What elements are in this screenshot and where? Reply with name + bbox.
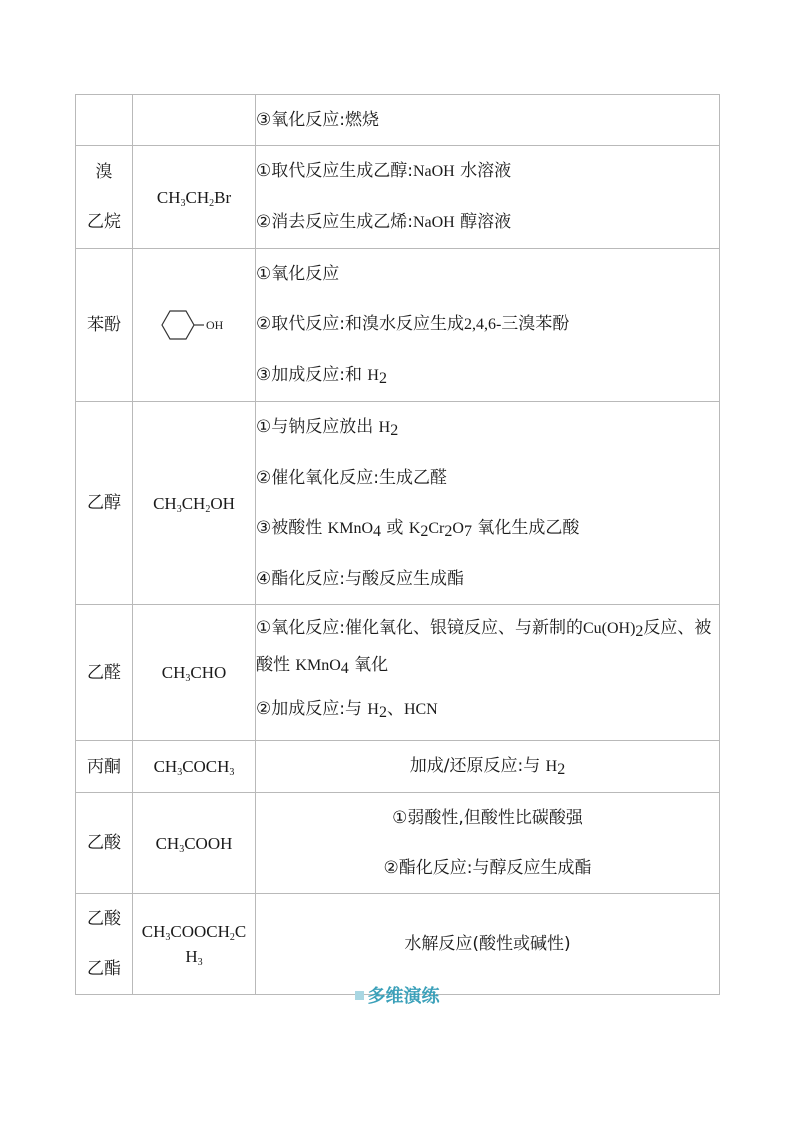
compound-formula xyxy=(133,605,256,741)
formula-text: CH xyxy=(185,187,210,207)
reaction-text: 水溶液 xyxy=(454,161,512,181)
reactions-cell xyxy=(256,894,720,995)
reaction-line xyxy=(256,741,719,792)
reactions-cell xyxy=(256,402,720,605)
reaction-line: ①弱酸性,但酸性比碳酸强 xyxy=(392,808,583,828)
reaction-text: ①与钠反应放出 xyxy=(256,417,374,437)
reaction-line: 水解反应(酸性或碱性) xyxy=(404,934,571,954)
reaction-text: ②消去反应生成乙烯: xyxy=(256,212,413,232)
formula-subscript: 3 xyxy=(197,957,203,968)
reactions-cell xyxy=(256,249,720,402)
compound-name xyxy=(76,793,133,894)
reaction-line xyxy=(256,350,719,401)
reagent-subscript: 2 xyxy=(635,623,644,640)
section-heading xyxy=(0,985,794,1009)
compound-name-line: 苯酚 xyxy=(87,315,121,335)
reaction-line: ②酯化反应:与醇反应生成酯 xyxy=(383,858,592,878)
compound-formula xyxy=(133,249,256,402)
reagent: H xyxy=(545,758,558,775)
reactions-cell xyxy=(256,741,720,793)
compound-name xyxy=(76,146,133,249)
reagent-subscript: 2 xyxy=(557,761,566,778)
section-title: 多维演练 xyxy=(367,986,440,1007)
formula-subscript: 2 xyxy=(205,503,211,515)
formula-text: H xyxy=(185,947,198,966)
reagent-subscript: 7 xyxy=(463,523,472,540)
reagent-subscript: 2 xyxy=(444,523,453,540)
formula-subscript: 3 xyxy=(185,673,191,684)
reaction-line xyxy=(256,503,719,554)
compound-name-line: 乙酸 xyxy=(87,909,121,929)
reaction-text: ①氧化反应:催化氧化、银镜反应、与新制的 xyxy=(256,618,583,638)
table-row xyxy=(76,95,720,146)
formula-text: CH xyxy=(155,833,180,853)
reagent-subscript: 4 xyxy=(373,523,381,540)
reaction-table xyxy=(75,94,720,995)
formula-subscript: 3 xyxy=(165,932,171,943)
reaction-text: 或 xyxy=(386,518,404,538)
compound-formula xyxy=(133,95,256,146)
compound-name xyxy=(76,605,133,741)
reaction-line: ④酯化反应:与酸反应生成酯 xyxy=(256,569,464,589)
compound-name-line: 丙酮 xyxy=(87,756,121,777)
formula-text: OH xyxy=(210,493,235,513)
formula-subscript: 3 xyxy=(229,767,235,778)
reagent: 2,4,6- xyxy=(463,316,502,333)
compound-name xyxy=(76,249,133,402)
reaction-line: ③氧化反应:燃烧 xyxy=(256,110,379,130)
compound-name-line: 乙酸 xyxy=(87,833,121,853)
reaction-line: ①氧化反应 xyxy=(256,264,340,284)
reaction-line xyxy=(256,299,719,350)
compound-name-line: 乙酯 xyxy=(87,959,121,979)
formula-text: CHO xyxy=(190,663,227,682)
reagent-subscript: 4 xyxy=(340,660,349,677)
reactions-cell xyxy=(256,146,720,249)
formula-text: Br xyxy=(214,187,232,207)
reagent-subscript: 2 xyxy=(378,370,387,387)
formula-text: CH xyxy=(156,187,181,207)
table-row xyxy=(76,249,720,402)
reagent: HCN xyxy=(403,701,438,718)
table-row xyxy=(76,402,720,605)
compound-name xyxy=(76,741,133,793)
reagent: H xyxy=(378,419,391,436)
compound-name xyxy=(76,402,133,605)
square-bullet-icon xyxy=(355,991,364,1000)
reaction-text: ②取代反应:和溴水反应生成 xyxy=(256,314,464,334)
formula-text: COOH xyxy=(184,833,233,853)
reagent: KMnO xyxy=(327,520,373,537)
reaction-text: ②加成反应:与 xyxy=(256,699,362,719)
formula-text: CH xyxy=(181,493,206,513)
table-row xyxy=(76,793,720,894)
reaction-text: ①取代反应生成乙醇: xyxy=(256,161,413,181)
reaction-text: ③被酸性 xyxy=(256,518,323,538)
reagent: KMnO xyxy=(295,657,341,674)
reaction-line xyxy=(256,146,719,197)
formula-text: C xyxy=(234,922,247,941)
reagent: K xyxy=(408,520,421,537)
reagent: Cu(OH) xyxy=(582,620,636,637)
compound-name xyxy=(76,95,133,146)
reagent-subscript: 2 xyxy=(420,523,429,540)
reaction-line xyxy=(256,684,719,735)
phenol-structure-icon xyxy=(154,307,234,343)
reagent-subscript: 2 xyxy=(390,422,399,439)
compound-formula xyxy=(133,894,256,995)
hydroxyl-label: OH xyxy=(206,318,224,332)
compound-name-line: 乙醛 xyxy=(87,662,121,683)
formula-subscript: 2 xyxy=(209,197,215,209)
formula-text: CH xyxy=(153,493,177,513)
formula-subscript: 3 xyxy=(176,503,182,515)
reagent: H xyxy=(367,367,379,384)
formula-subscript: 3 xyxy=(179,843,185,855)
reaction-line: ②催化氧化反应:生成乙醛 xyxy=(256,468,447,488)
compound-formula xyxy=(133,402,256,605)
formula-subscript: 3 xyxy=(177,767,183,778)
table-row xyxy=(76,894,720,995)
reactions-cell xyxy=(256,95,720,146)
formula-text: CH xyxy=(153,757,178,776)
compound-name xyxy=(76,894,133,995)
reaction-text: 氧化生成乙酸 xyxy=(477,518,580,538)
reactions-cell xyxy=(256,793,720,894)
compound-name-line: 乙烷 xyxy=(87,212,121,232)
reaction-line xyxy=(256,610,719,684)
reagent: O xyxy=(452,520,464,537)
formula-text: CH xyxy=(141,922,166,941)
reagent: NaOH xyxy=(412,163,455,180)
table-row xyxy=(76,741,720,793)
reaction-text: 醇溶液 xyxy=(454,212,512,232)
formula-subscript: 2 xyxy=(229,932,235,943)
formula-text: CH xyxy=(161,663,186,682)
compound-formula xyxy=(133,741,256,793)
reagent: H xyxy=(367,701,379,718)
formula-text: COOCH xyxy=(170,922,230,941)
table-row xyxy=(76,605,720,741)
compound-name-line: 溴 xyxy=(95,162,113,182)
reaction-text: ③加成反应:和 xyxy=(256,365,362,385)
compound-formula xyxy=(133,146,256,249)
compound-name-line: 乙醇 xyxy=(87,493,121,513)
reaction-text: 氧化 xyxy=(354,655,389,675)
formula-text: COCH xyxy=(182,757,230,776)
reaction-text: 反应、被酸性 xyxy=(256,618,712,675)
compound-formula xyxy=(133,793,256,894)
reaction-line xyxy=(256,402,719,453)
table-row xyxy=(76,146,720,249)
reactions-cell xyxy=(256,605,720,741)
formula-subscript: 3 xyxy=(180,197,186,209)
reagent-subscript: 2 xyxy=(378,704,387,721)
reaction-line xyxy=(256,197,719,248)
reagent: NaOH xyxy=(412,214,455,231)
reagent: Cr xyxy=(428,520,445,537)
reaction-text: 三溴苯酚 xyxy=(501,314,570,334)
reaction-text: 、 xyxy=(386,699,404,719)
reaction-text: 加成/还原反应:与 xyxy=(409,756,541,776)
